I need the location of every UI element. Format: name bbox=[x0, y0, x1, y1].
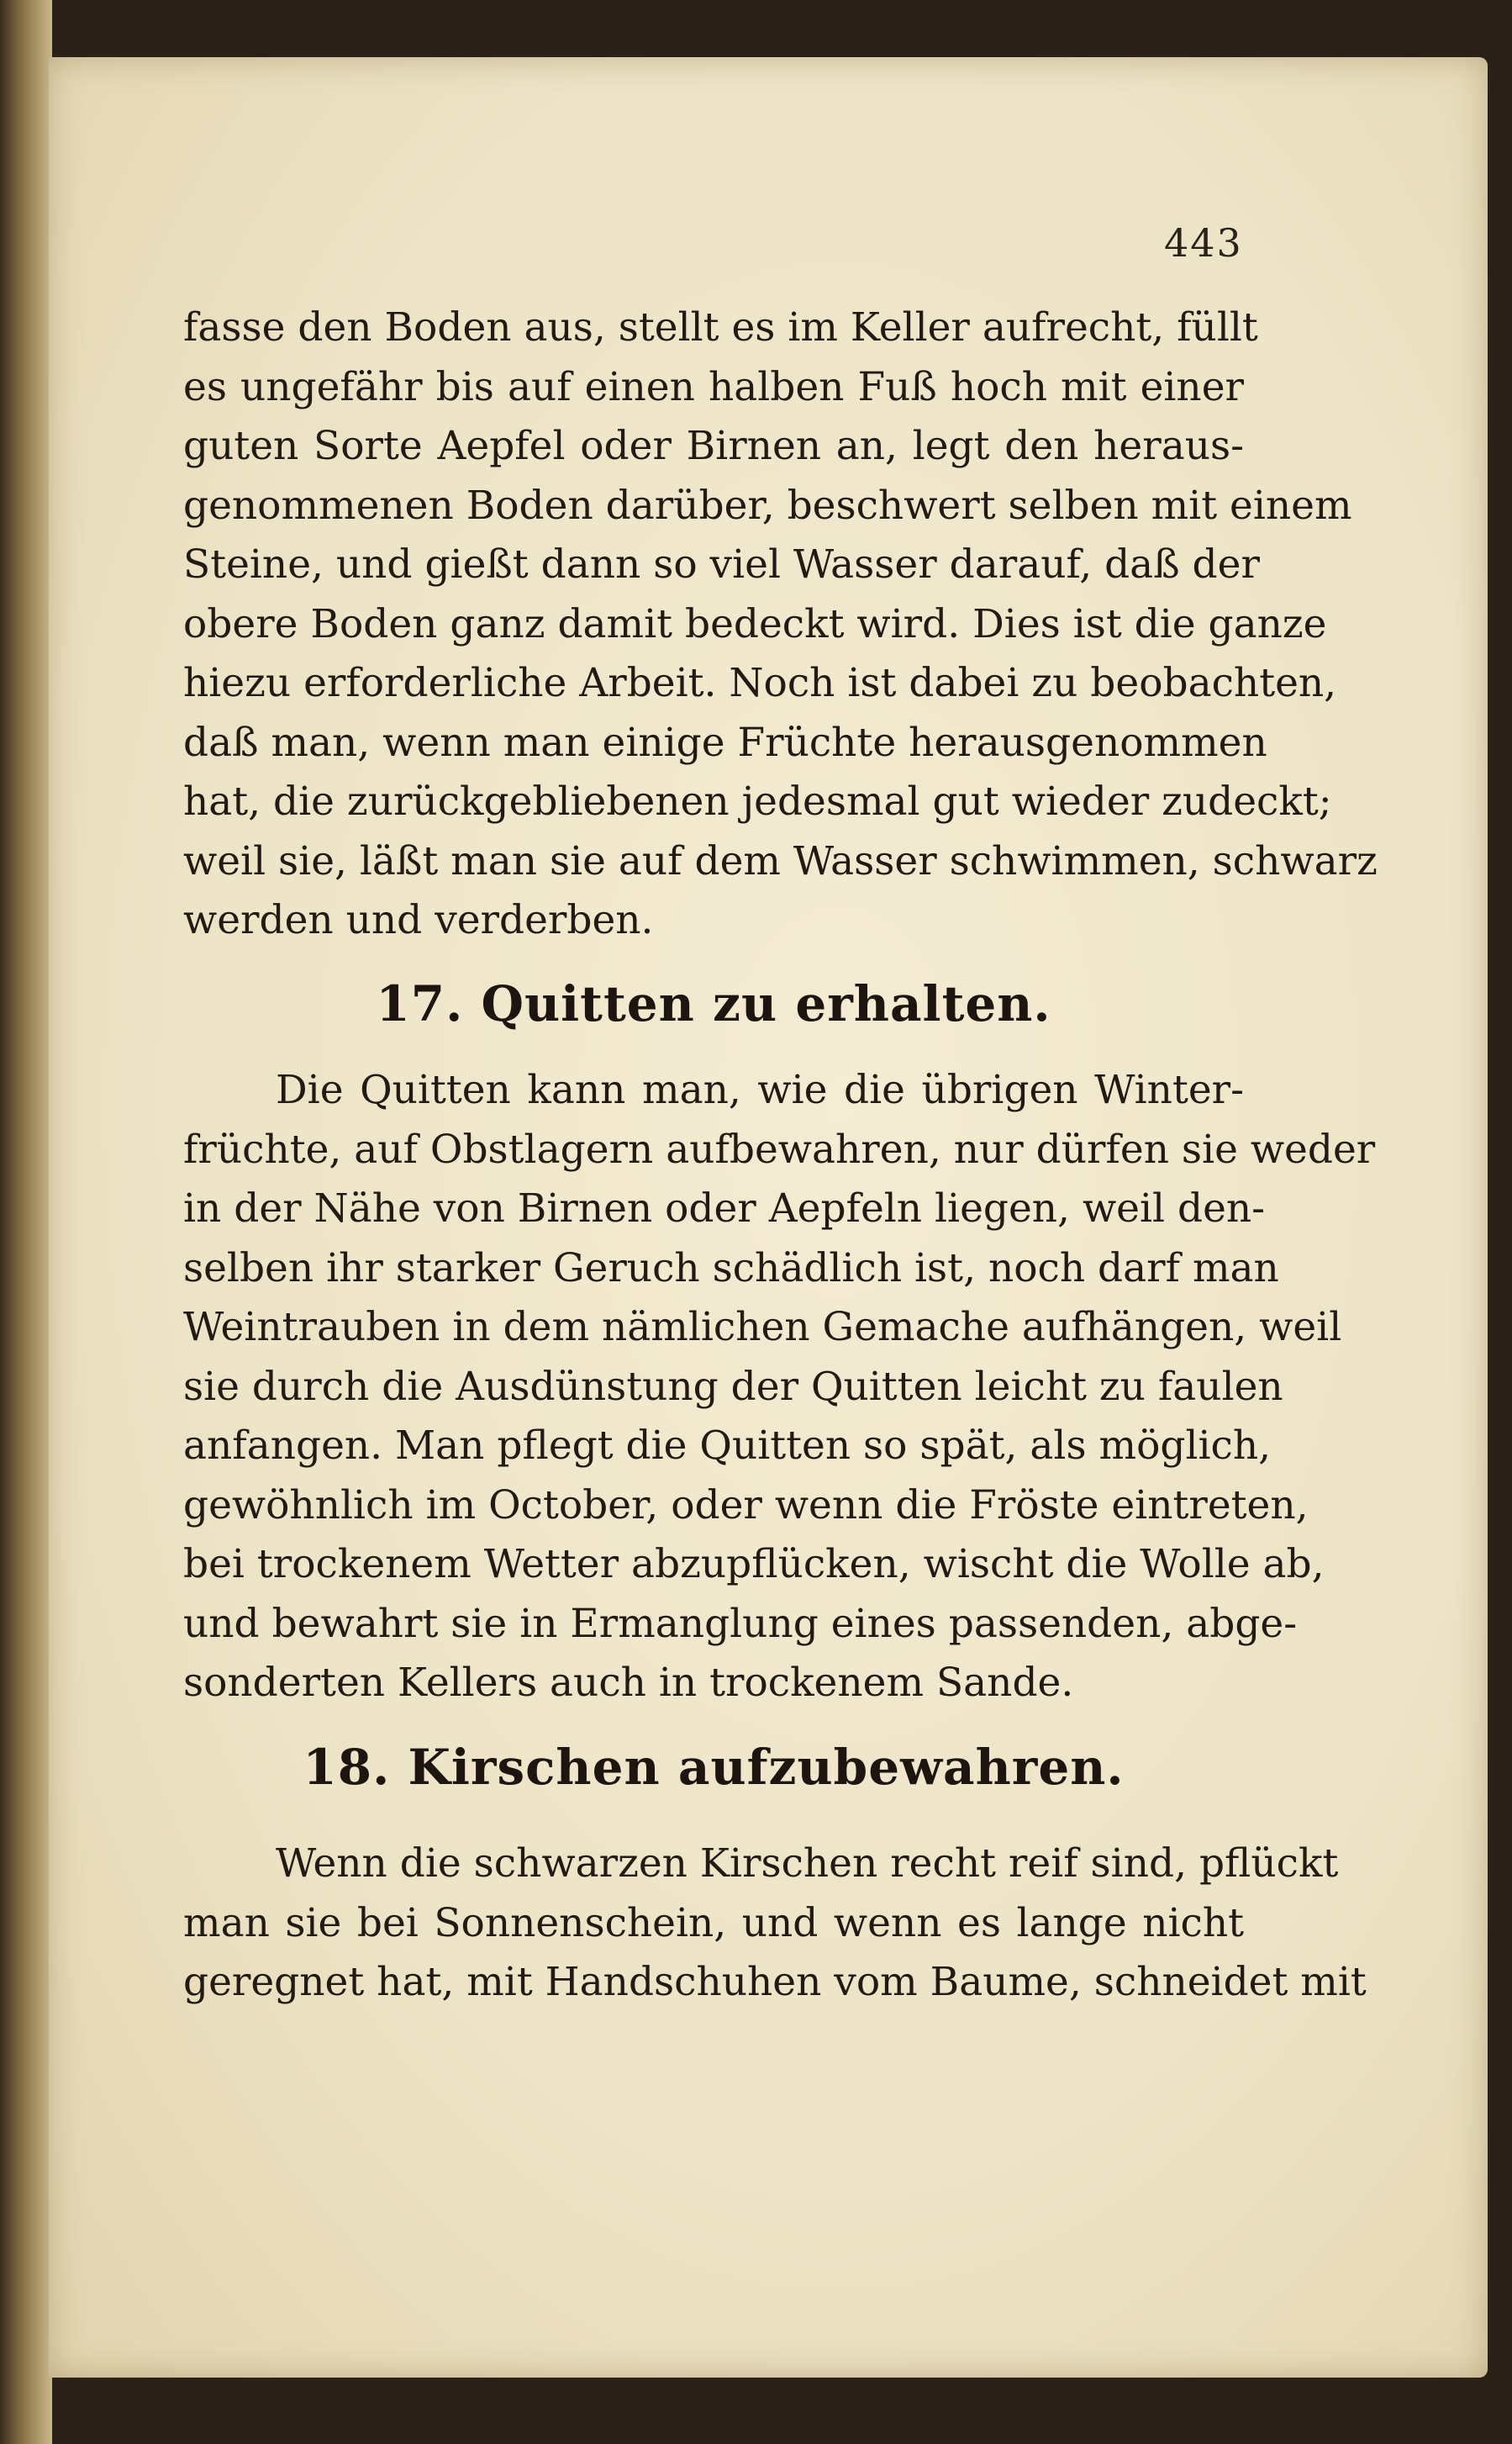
section-18-heading: 18. Kirschen aufzubewahren. bbox=[303, 1739, 1125, 1796]
text-line: Weintrauben in dem nämlichen Gemache aufhängen, weil bbox=[183, 1304, 1342, 1350]
text-line: werden und verderben. bbox=[183, 897, 654, 943]
text-line: geregnet hat, mit Handschuhen vom Baume, schneidet mit bbox=[183, 1959, 1367, 2005]
text-line: in der Nähe von Birnen oder Aepfeln liegen, weil den- bbox=[183, 1185, 1266, 1232]
text-line: gewöhnlich im October, oder wenn die Fröste eintreten, bbox=[183, 1481, 1309, 1528]
text-line: früchte, auf Obstlagern aufbewahren, nur dürfen sie weder bbox=[183, 1126, 1376, 1173]
text-line: es ungefähr bis auf einen halben Fuß hoch mit einer bbox=[183, 363, 1244, 410]
text-line: selben ihr starker Geruch schädlich ist, noch darf man bbox=[183, 1244, 1279, 1291]
paragraph-continuation bbox=[183, 298, 1378, 951]
text-line: fasse den Boden aus, stellt es im Keller aufrecht, füllt bbox=[183, 304, 1258, 351]
text-line: bei trockenem Wetter abzupflücken, wischt die Wolle ab, bbox=[183, 1541, 1325, 1587]
page-number: 443 bbox=[1164, 220, 1243, 266]
text-line: sonderten Kellers auch in trockenem Sande. bbox=[183, 1660, 1074, 1706]
text-line: weil sie, läßt man sie auf dem Wasser schwimmen, schwarz bbox=[183, 837, 1378, 884]
text-line: anfangen. Man pflegt die Quitten so spät, als möglich, bbox=[183, 1423, 1272, 1469]
text-line: Wenn die schwarzen Kirschen recht reif sind, pflückt bbox=[276, 1840, 1339, 1887]
section-17-heading: 17. Quitten zu erhalten. bbox=[376, 975, 1051, 1032]
text-line: hiezu erforderliche Arbeit. Noch ist dabei zu beobachten, bbox=[183, 660, 1337, 706]
text-line: Die Quitten kann man, wie die übrigen Winter- bbox=[276, 1067, 1244, 1113]
text-line: hat, die zurückgebliebenen jedesmal gut wieder zudeckt; bbox=[183, 779, 1332, 825]
text-line: genommenen Boden darüber, beschwert selben mit einem bbox=[183, 482, 1352, 529]
text-line: daß man, wenn man einige Früchte herausgenommen bbox=[183, 719, 1267, 766]
left-page-edge bbox=[0, 0, 52, 2444]
text-line: und bewahrt sie in Ermanglung eines passenden, abge- bbox=[183, 1600, 1298, 1647]
text-line: obere Boden ganz damit bedeckt wird. Dies ist die ganze bbox=[183, 600, 1327, 647]
section-18-body bbox=[183, 1834, 1367, 2013]
text-line: man sie bei Sonnenschein, und wenn es lange nicht bbox=[183, 1899, 1244, 1946]
section-17-body bbox=[183, 1061, 1376, 1713]
text-line: Steine, und gießt dann so viel Wasser darauf, daß der bbox=[183, 541, 1260, 588]
text-line: sie durch die Ausdünstung der Quitten leicht zu faulen bbox=[183, 1363, 1283, 1410]
text-line: guten Sorte Aepfel oder Birnen an, legt den heraus- bbox=[183, 423, 1244, 469]
